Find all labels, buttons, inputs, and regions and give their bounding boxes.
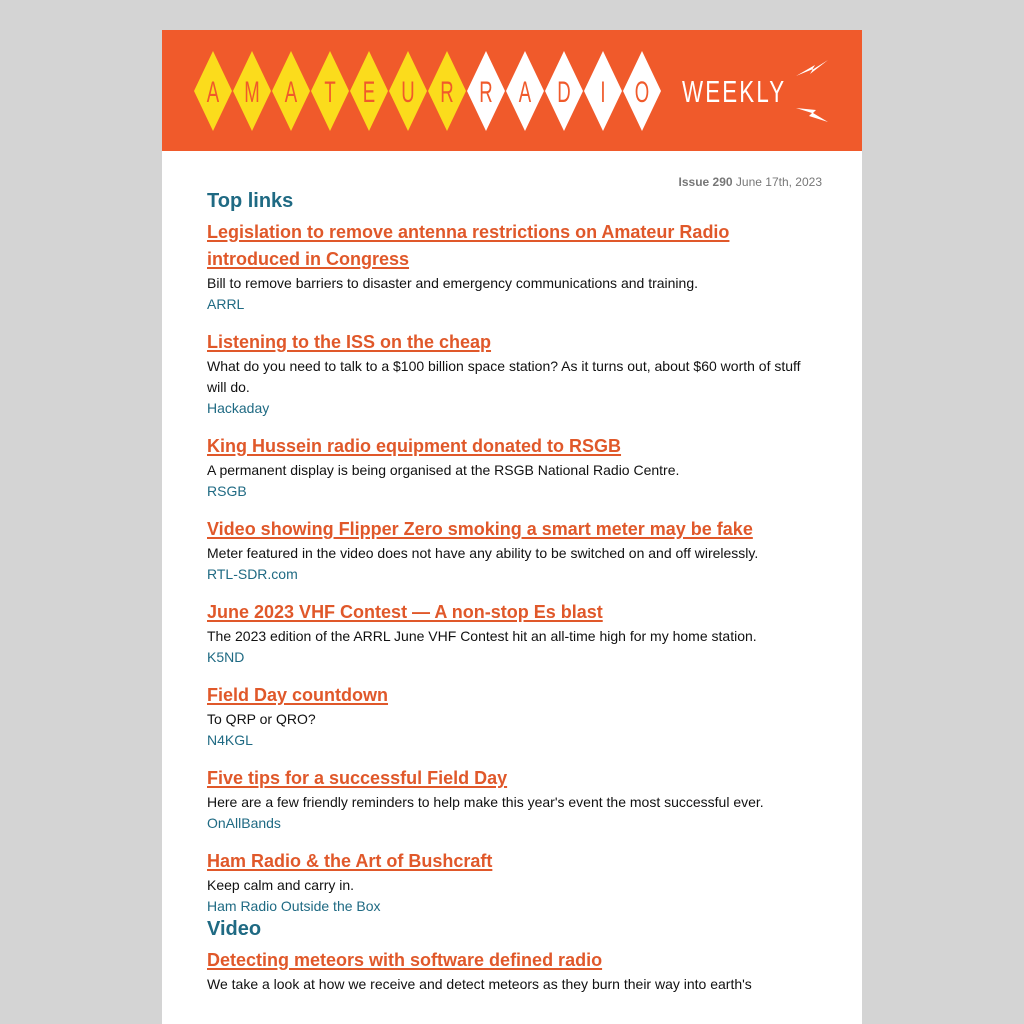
article-source-link[interactable]: RSGB <box>207 483 247 499</box>
logo-letter: T <box>324 75 336 110</box>
article-description: Bill to remove barriers to disaster and emergency communications and training. <box>207 275 699 291</box>
logo-letter: A <box>284 75 298 110</box>
article-source-link[interactable]: K5ND <box>207 649 245 665</box>
article-source-link[interactable]: Ham Radio Outside the Box <box>207 898 381 914</box>
section-title-top-links: Top links <box>207 190 294 212</box>
issue-info <box>207 175 822 189</box>
article-title-link[interactable]: Detecting meteors with software defined radio <box>207 950 603 970</box>
article-description: Here are a few friendly reminders to help make this year's event the most successful ever. <box>207 794 764 810</box>
article-item <box>207 848 822 917</box>
article-title-link[interactable]: June 2023 VHF Contest — A non-stop Es blast <box>207 602 603 622</box>
newsletter-content <box>162 175 862 995</box>
article-description: What do you need to talk to a $100 billion space station? As it turns out, about $60 worth of stuff will do. <box>207 358 801 395</box>
lightning-bolt-icon <box>796 108 828 122</box>
article-item <box>207 765 822 834</box>
article-source-link[interactable]: RTL-SDR.com <box>207 566 298 582</box>
article-source-link[interactable]: ARRL <box>207 296 245 312</box>
article-description: To QRP or QRO? <box>207 711 316 727</box>
masthead-banner[interactable] <box>162 30 862 151</box>
article-description: The 2023 edition of the ARRL June VHF Contest hit an all-time high for my home station. <box>207 628 757 644</box>
issue-date: June 17th, 2023 <box>735 175 822 189</box>
article-item <box>207 947 822 995</box>
logo-weekly-text: WEEKLY <box>682 74 787 109</box>
article-title-link[interactable]: Field Day countdown <box>207 685 389 705</box>
newsletter-page <box>162 30 862 1024</box>
article-title-link[interactable]: Five tips for a successful Field Day <box>207 768 508 788</box>
article-description: We take a look at how we receive and detect meteors as they burn their way into earth's <box>207 976 752 992</box>
article-item <box>207 682 822 751</box>
logo-letter: R <box>440 75 454 110</box>
article-title-link[interactable]: Ham Radio & the Art of Bushcraft <box>207 851 493 871</box>
article-item <box>207 219 822 315</box>
logo-letter: E <box>362 75 376 110</box>
logo-letter: U <box>401 75 415 110</box>
article-item <box>207 329 822 419</box>
article-description: Meter featured in the video does not have any ability to be switched on and off wirelessly. <box>207 545 759 561</box>
logo-letter: A <box>518 75 532 110</box>
article-title-link[interactable]: Listening to the ISS on the cheap <box>207 332 492 352</box>
article-item <box>207 433 822 502</box>
masthead-logo <box>162 30 862 151</box>
logo-letter: I <box>600 75 606 110</box>
section-title-video: Video <box>207 918 262 940</box>
article-title-link[interactable]: King Hussein radio equipment donated to RSGB <box>207 436 622 456</box>
article-item <box>207 599 822 668</box>
article-item <box>207 516 822 585</box>
logo-letter: A <box>206 75 220 110</box>
logo-letter: M <box>244 75 260 110</box>
article-title-link[interactable]: Video showing Flipper Zero smoking a smart meter may be fake <box>207 519 753 539</box>
article-title-link[interactable]: Legislation to remove antenna restrictions on Amateur Radio introduced in Congress <box>207 222 730 269</box>
article-source-link[interactable]: OnAllBands <box>207 815 281 831</box>
logo-letter: R <box>479 75 493 110</box>
article-source-link[interactable]: N4KGL <box>207 732 253 748</box>
article-source-link[interactable]: Hackaday <box>207 400 270 416</box>
logo-letter: D <box>557 75 571 110</box>
article-description: Keep calm and carry in. <box>207 877 355 893</box>
top-links-list <box>207 219 822 917</box>
lightning-bolt-icon <box>796 60 828 76</box>
article-description: A permanent display is being organised at the RSGB National Radio Centre. <box>207 462 680 478</box>
issue-number: Issue 290 <box>678 175 733 189</box>
logo-letter: O <box>634 75 650 110</box>
video-list <box>207 947 822 995</box>
